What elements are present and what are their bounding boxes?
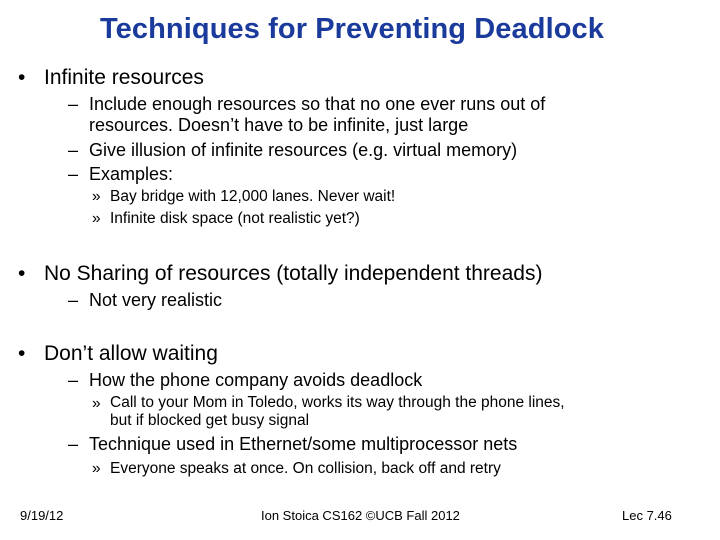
bullet-dont-allow-waiting: Don’t allow waiting: [44, 342, 218, 365]
sub-sub-bullet-marker: »: [92, 188, 101, 205]
sub-bullet-illusion: Give illusion of infinite resources (e.g. virtual memory): [89, 140, 518, 160]
sub-bullet-enough-resources-line2: resources. Doesn’t have to be infinite, just large: [89, 115, 469, 135]
sub-bullet-ethernet: Technique used in Ethernet/some multiprocessor nets: [89, 434, 518, 454]
bullet-marker: •: [18, 262, 26, 285]
bullet-infinite-resources: Infinite resources: [44, 66, 204, 89]
sub-bullet-marker: –: [68, 94, 79, 114]
slide-title: Techniques for Preventing Deadlock: [99, 13, 605, 45]
footer-page-number: Lec 7.46: [622, 508, 672, 523]
sub-bullet-marker: –: [68, 140, 79, 160]
sub-sub-bullet-marker: »: [92, 395, 101, 412]
example-call-mom-line2: but if blocked get busy signal: [110, 412, 310, 429]
sub-bullet-examples: Examples:: [89, 164, 174, 184]
example-infinite-disk: Infinite disk space (not realistic yet?): [110, 210, 360, 227]
sub-bullet-marker: –: [68, 370, 79, 390]
footer-course: Ion Stoica CS162 ©UCB Fall 2012: [261, 508, 460, 523]
sub-bullet-marker: –: [68, 290, 79, 310]
sub-bullet-not-realistic: Not very realistic: [89, 290, 223, 310]
example-bay-bridge: Bay bridge with 12,000 lanes. Never wait!: [110, 188, 396, 205]
sub-bullet-marker: –: [68, 434, 79, 454]
example-everyone-speaks: Everyone speaks at once. On collision, back off and retry: [110, 460, 501, 477]
sub-bullet-phone-company: How the phone company avoids deadlock: [89, 370, 423, 390]
sub-sub-bullet-marker: »: [92, 210, 101, 227]
bullet-no-sharing: No Sharing of resources (totally independent threads): [44, 262, 543, 285]
sub-bullet-marker: –: [68, 164, 79, 184]
example-call-mom-line1: Call to your Mom in Toledo, works its way through the phone lines,: [110, 394, 565, 411]
footer-date: 9/19/12: [20, 508, 64, 523]
sub-sub-bullet-marker: »: [92, 460, 101, 477]
bullet-marker: •: [18, 342, 26, 365]
sub-bullet-enough-resources-line1: Include enough resources so that no one ever runs out of: [89, 94, 546, 114]
bullet-marker: •: [18, 66, 26, 89]
